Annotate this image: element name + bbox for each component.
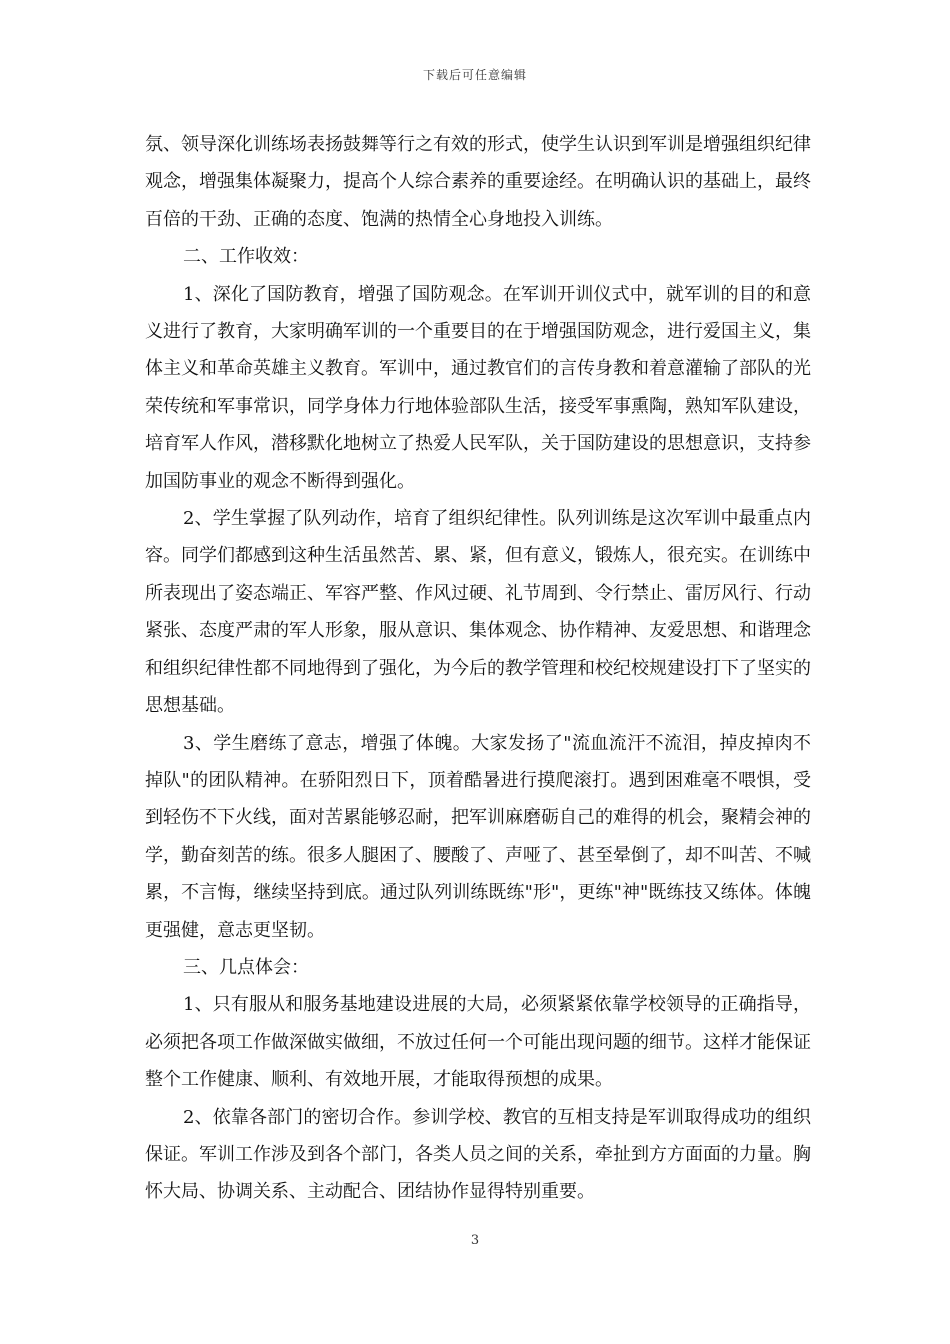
section-heading: 二、工作收效： (183, 246, 309, 268)
paragraph: 1、深化了国防教育，增强了国防观念。在军训开训仪式中，就军训的目的和意义进行了教育，大家明确军训的一个重要目的在于增强国防观念，进行爱国主义，集体主义和革命英雄主义教育。军训中，通过教官们的言传身教和着意灌输了部队的光荣传统和军事常识，同学身体力行地体验部队生活，接受军事熏陶，熟知军队建设，培育军人作风，潜移默化地树立了热爱人民军队，关于国防建设的思想意识，支持参加国防事业的观念不断得到强化。 (145, 283, 811, 492)
section-heading: 三、几点体会： (183, 956, 309, 978)
document-body (145, 126, 811, 1211)
paragraph: 2、学生掌握了队列动作，培育了组织纪律性。队列训练是这次军训中最重点内容。同学们都感到这种生活虽然苦、累、紧，但有意义，锻炼人，很充实。在训练中所表现出了姿态端正、军容严整、作风过硬、礼节周到、令行禁止、雷厉风行、行动紧张、态度严肃的军人形象，服从意识、集体观念、协作精神、友爱思想、和谐理念和组织纪律性都不同地得到了强化，为今后的教学管理和校纪校规建设打下了坚实的思想基础。 (145, 508, 811, 717)
paragraph: 1、只有服从和服务基地建设进展的大局，必须紧紧依靠学校领导的正确指导，必须把各项工作做深做实做细，不放过任何一个可能出现问题的细节。这样才能保证整个工作健康、顺利、有效地开展，才能取得预想的成果。 (145, 994, 811, 1091)
paragraph: 氛、领导深化训练场表扬鼓舞等行之有效的形式，使学生认识到军训是增强组织纪律观念，增强集体凝聚力，提高个人综合素养的重要途经。在明确认识的基础上，最终百倍的干劲、正确的态度、饱满的热情全心身地投入训练。 (145, 134, 811, 230)
page-number: 3 (470, 1233, 480, 1248)
page-header: 下载后可任意编辑 (422, 68, 527, 82)
paragraph: 3、学生磨练了意志，增强了体魄。大家发扬了"流血流汗不流泪，掉皮掉肉不掉队"的团队精神。在骄阳烈日下，顶着酷暑进行摸爬滚打。遇到困难毫不喂惧，受到轻伤不下火线，面对苦累能够忍耐，把军训麻磨砺自己的难得的机会，聚精会神的学，勤奋刻苦的练。很多人腿困了、腰酸了、声哑了、甚至晕倒了，却不叫苦、不喊累，不言悔，继续坚持到底。通过队列训练既练"形"，更练"神"既练技又练体。体魄更强健，意志更坚韧。 (145, 732, 811, 941)
paragraph: 2、依靠各部门的密切合作。参训学校、教官的互相支持是军训取得成功的组织保证。军训工作涉及到各个部门，各类人员之间的关系，牵扯到方方面面的力量。胸怀大局、协调关系、主动配合、团结协作显得特别重要。 (145, 1106, 811, 1203)
